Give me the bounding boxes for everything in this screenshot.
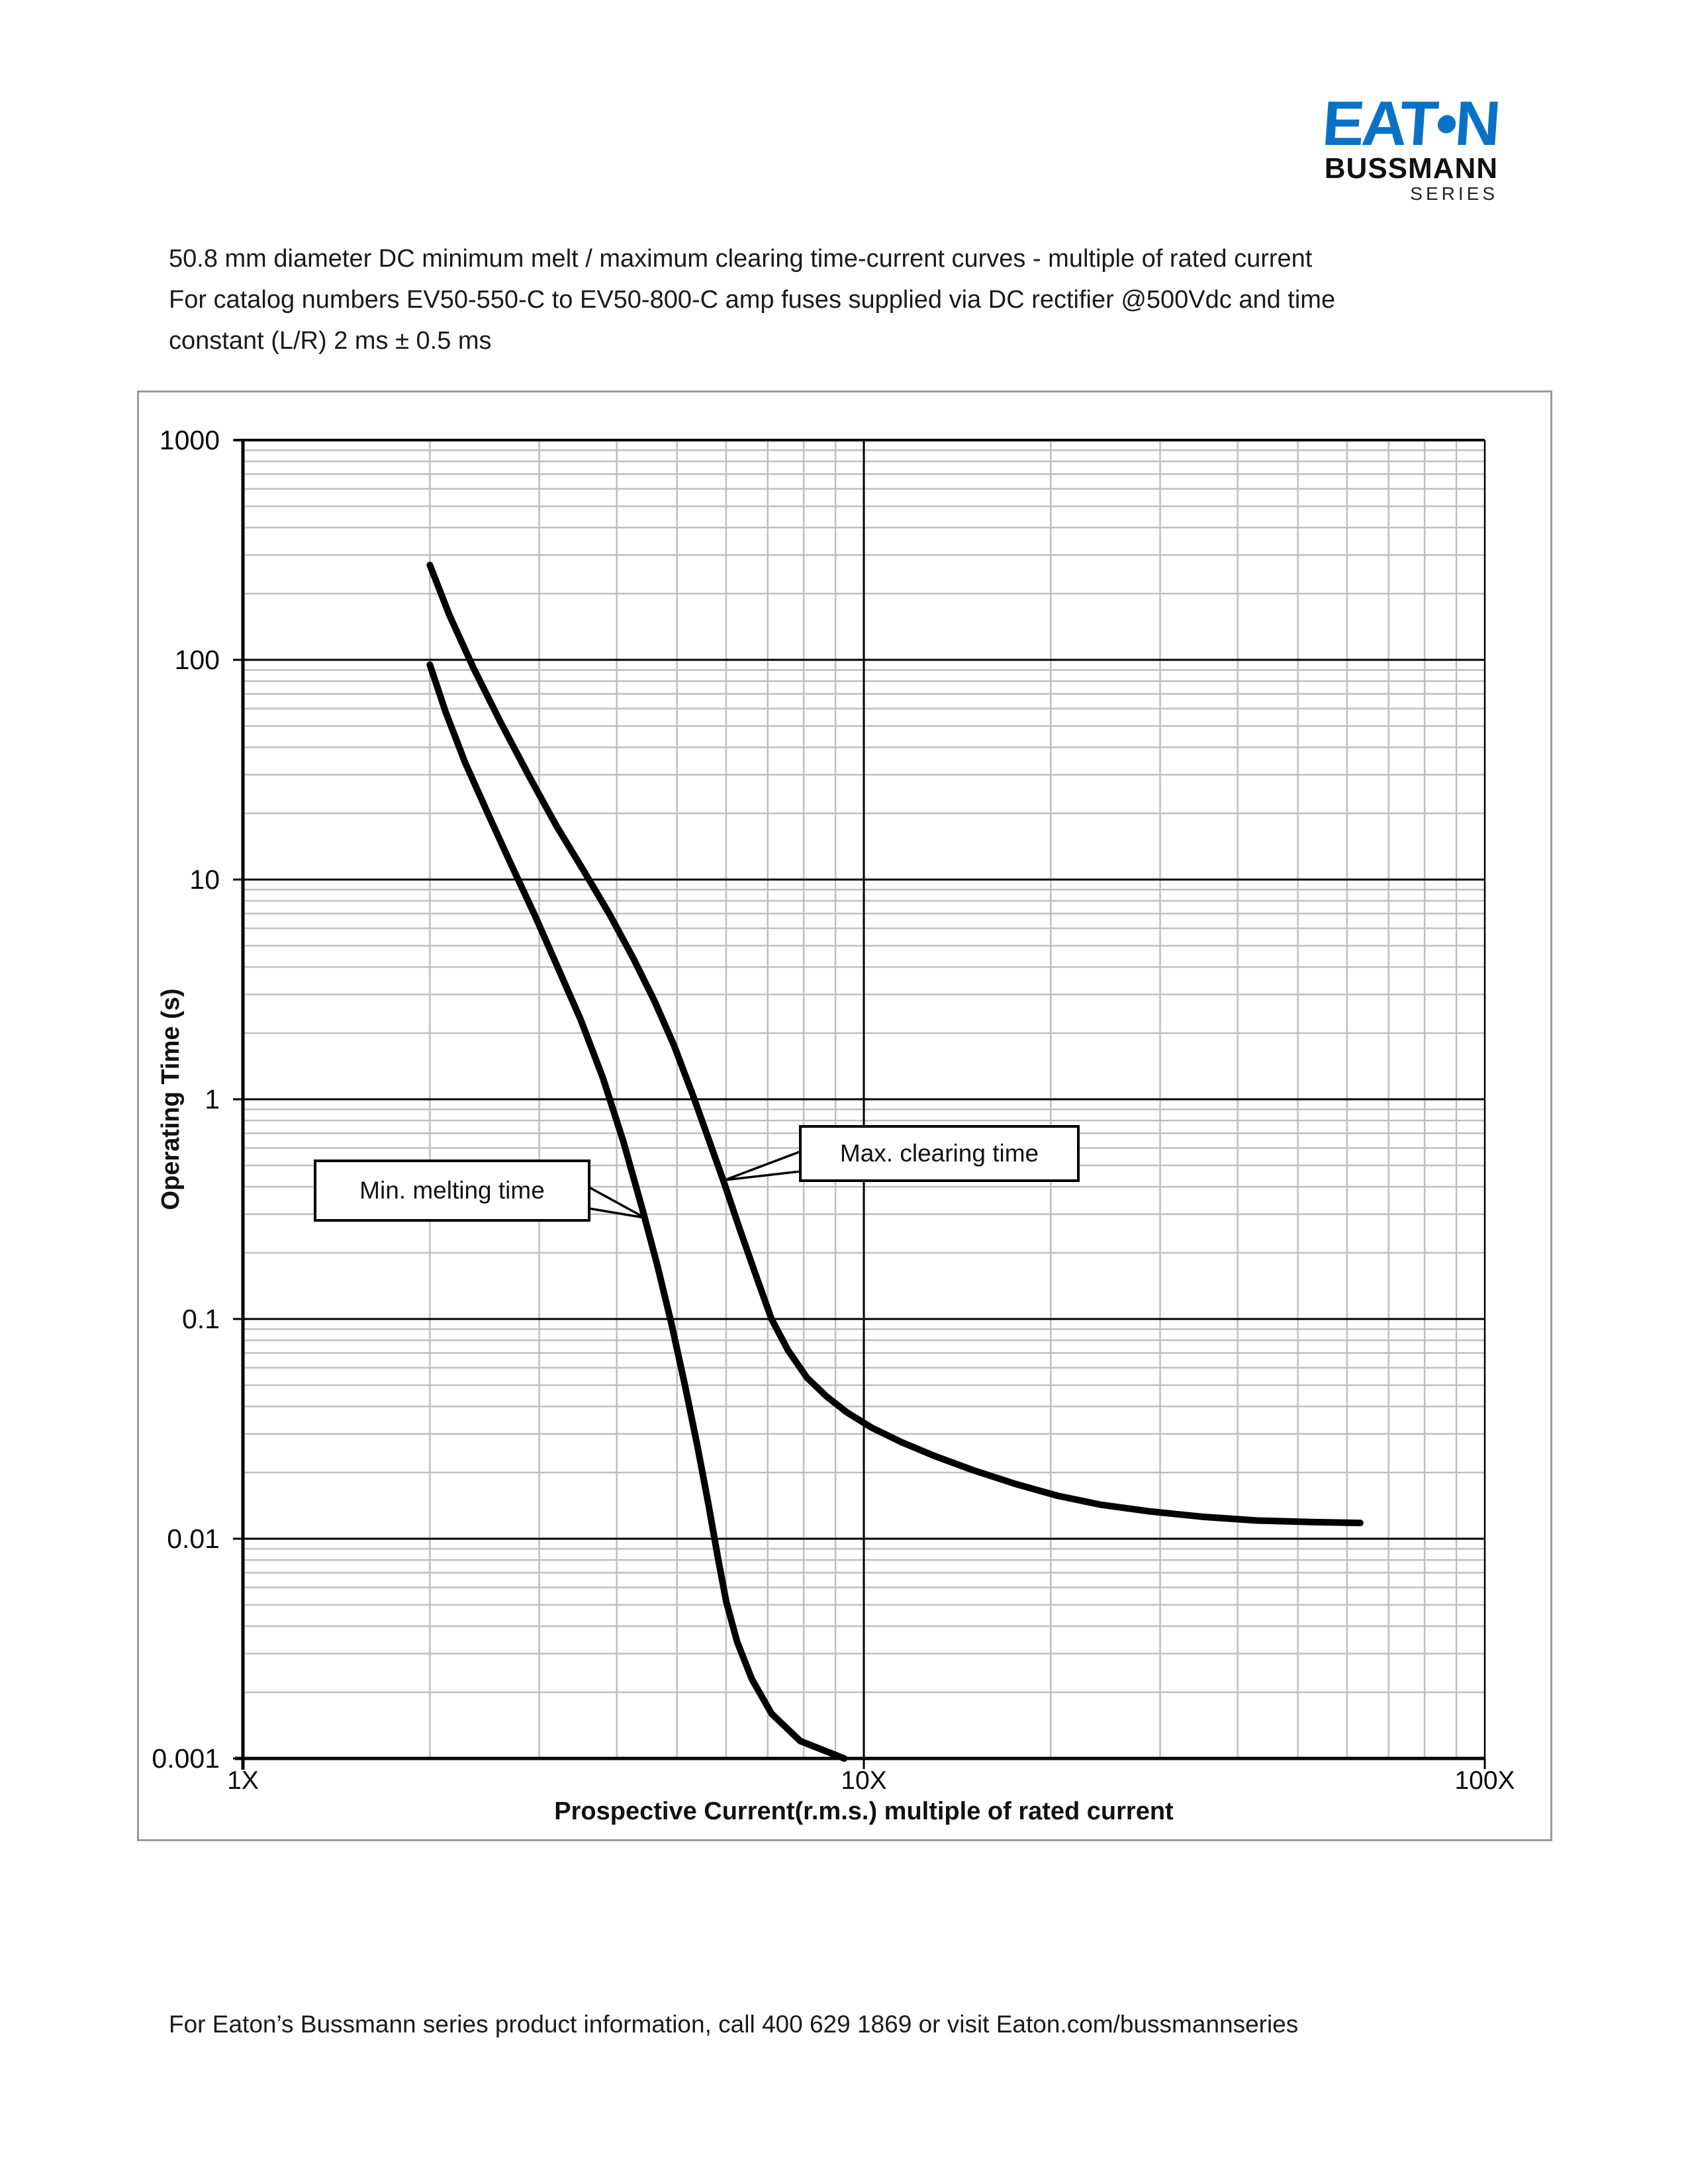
footer-contact-line: For Eaton’s Bussmann series product information, call 400 629 1869 or visit Eaton.com/bussmannseries [169, 2011, 1299, 2038]
callout-max-clearing-time: Max. clearing time [799, 1125, 1080, 1182]
y-tick-label: 1 [205, 1084, 220, 1115]
y-tick-label: 1000 [159, 425, 220, 455]
title-line-1: 50.8 mm diameter DC minimum melt / maximum clearing time-current curves - multiple of rated current [169, 245, 1313, 273]
y-tick-label: 0.01 [167, 1524, 220, 1554]
x-tick-label: 10X [841, 1766, 887, 1795]
callout-min-melting-time: Min. melting time [314, 1160, 590, 1222]
chart-frame [137, 390, 1552, 1841]
eaton-logo: EAT•N [1320, 89, 1501, 159]
y-axis-title: Operating Time (s) [157, 988, 185, 1210]
series-wordmark: SERIES [1410, 183, 1498, 204]
y-tick-label: 0.1 [182, 1304, 220, 1334]
y-tick-label: 0.001 [152, 1743, 220, 1774]
title-line-3: constant (L/R) 2 ms ± 0.5 ms [169, 327, 492, 355]
x-tick-label: 1X [227, 1766, 259, 1795]
x-tick-label: 100X [1454, 1766, 1515, 1795]
bussmann-wordmark: BUSSMANN [1324, 152, 1498, 185]
title-line-2: For catalog numbers EV50-550-C to EV50-800-C amp fuses supplied via DC rectifier @500Vdc and time [169, 286, 1336, 314]
y-tick-label: 100 [174, 645, 220, 675]
y-tick-label: 10 [189, 864, 220, 895]
brand-block [1320, 89, 1501, 204]
chart-title-block [169, 238, 1335, 361]
x-axis-title: Prospective Current(r.m.s.) multiple of rated current [554, 1797, 1174, 1825]
